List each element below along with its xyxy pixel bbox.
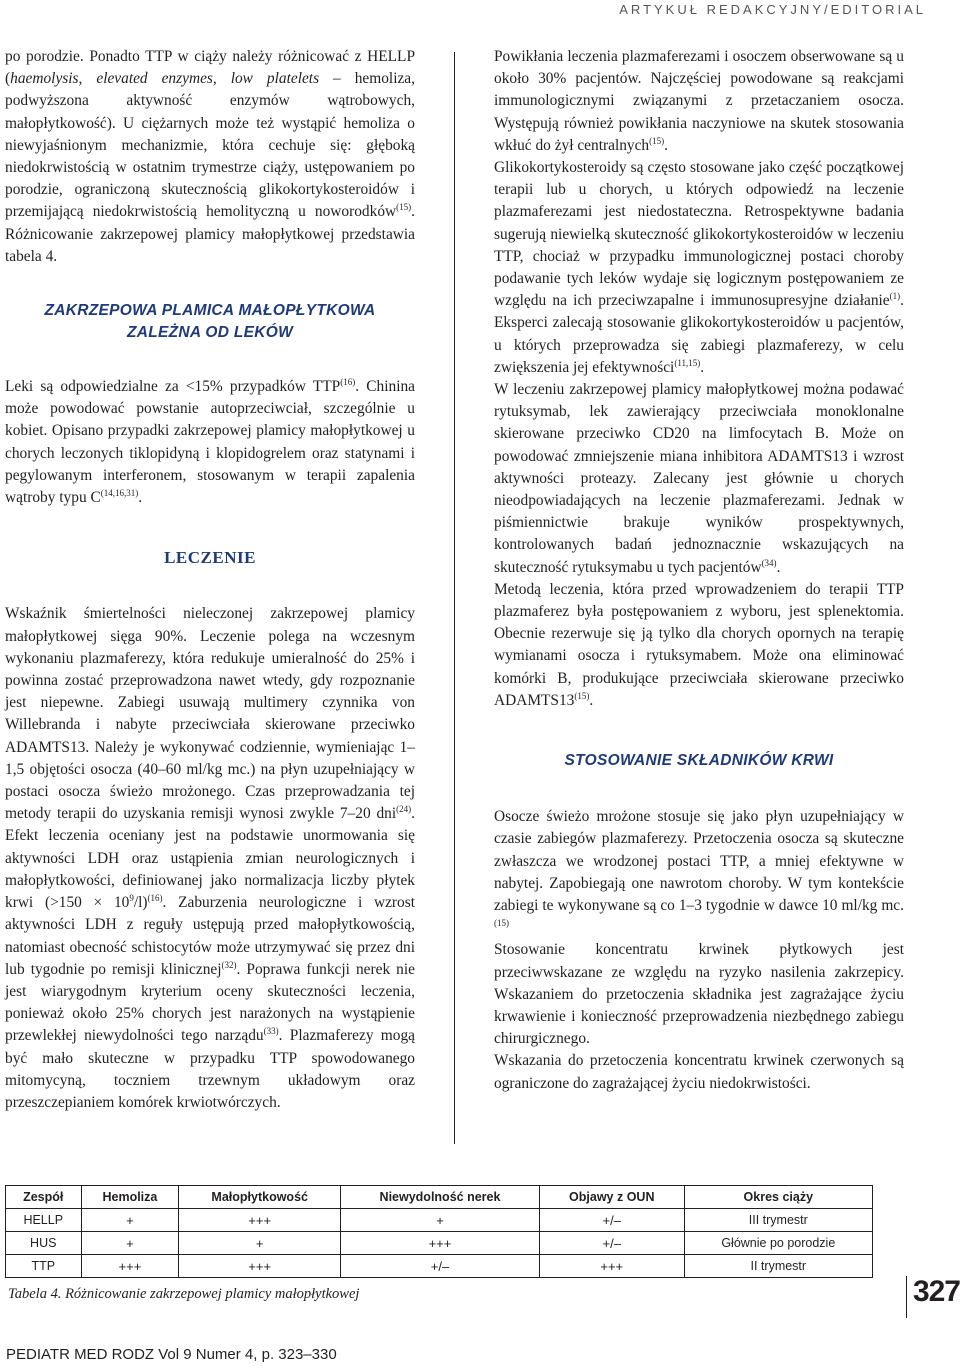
citation-ref: (15)	[494, 918, 509, 929]
page-number-rule	[906, 1276, 907, 1318]
table-cell: +++	[179, 1255, 341, 1278]
section-header: ARTYKUŁ REDAKCYJNY/EDITORIAL	[619, 2, 926, 17]
table-row	[6, 1232, 873, 1255]
citation-ref: (15)	[396, 202, 412, 213]
paragraph	[494, 157, 904, 379]
paragraph	[494, 46, 904, 157]
text-span: W leczeniu zakrzepowej plamicy małopłytkowej można podawać rytuksymab, lek zawierający przeciwciała monoklonalne skierowane przeciwko CD20 na limfocytach B. Może on powodować zmniejszenie miana inhibitora ADAMTS13 i wzrost aktywności proteazy. Zalecany jest głównie u chorych nieodpowiadających na leczenie plazmaferezami. Jednak w piśmiennictwie brakuje wyników prospektywnych, kontrolowanych badań jednoznacznie wskazujących na skuteczność rytuksymabu u tych pacjentów	[494, 381, 904, 576]
citation-ref: (15)	[574, 690, 590, 701]
text-span: Leki są odpowiedzialne za <15% przypadków TTP	[5, 378, 341, 396]
text-span: .	[776, 558, 781, 576]
table-cell: TTP	[6, 1255, 82, 1278]
section-heading-drug-induced	[5, 300, 415, 344]
table	[5, 1185, 873, 1278]
table-cell: +/–	[341, 1255, 540, 1278]
table-cell: +	[341, 1209, 540, 1232]
text-span: Wskaźnik śmiertelności nieleczonej zakrzepowej plamicy małopłytkowej sięga 90%. Leczenie polega na wczesnym wykonaniu plazmaferezy, która redukuje umieralność do 25% i powinna zostać przeprowadzona nawet wtedy, gdy rozpoznanie jest niepewne. Zabiegi usuwają multimery czynnika von Willebranda i nabyte przeciwciała skierowane przeciwko ADAMTS13. Należy je wykonywać codziennie, wymieniając 1–1,5 objętości osocza (40–60 ml/kg mc.) na płyn uzupełniający w postaci osocza świeżo mrożonego. Czas przeprowadzania tej metody terapii do uzyskania remisji wynosi zwykle 7–20 dni	[5, 605, 415, 823]
paragraph: Wskazania do przetoczenia koncentratu krwinek czerwonych są ograniczone do zagrażającej życiu niedokrwistości.	[494, 1052, 904, 1092]
citation-ref: (1)	[889, 291, 901, 302]
text-span: . Eksperci zalecają stosowanie glikokortykosteroidów u pacjentów, u których przeprowadza się zabiegi plazmaferezy, w celu zwiększenia jej efektywności	[494, 292, 904, 376]
citation-ref: (33)	[263, 1026, 279, 1037]
column-header: Zespół	[6, 1186, 82, 1209]
text-span: . Plazmaferezy mogą być mało skuteczne w przypadku TTP spowodowanego mitomycyną, toczniem trzewnym układowym oraz przeszczepianiem komórek krwiotwórczych.	[5, 1027, 416, 1111]
citation-ref: (11,15)	[674, 357, 701, 368]
citation-ref: (16)	[147, 893, 163, 904]
text-span: Osocze świeżo mrożone stosuje się jako płyn uzupełniający w czasie zabiegów plazmaferezy. Przetoczenia osocza są skuteczne zwłaszcza we wrodzonej postaci TTP, a mniej efektywne w nabytej. Zapobiegają one nawrotom choroby. W tym kontekście zabiegi te wykonywane są co 1–3 tygodnie w dawce 10 ml/kg mc.	[494, 808, 904, 914]
citation-ref: (15)	[649, 135, 665, 146]
paragraph: Stosowanie koncentratu krwinek płytkowych jest przeciwwskazane ze względu na ryzyko nasilenia zakrzepicy. Wskazaniem do przetoczenia składnika jest zagrażające życiu krwawienie i konieczność przeprowadzenia niezbędnego zabiegu chirurgicznego.	[494, 941, 904, 1048]
column-header: Objawy z OUN	[539, 1186, 684, 1209]
differential-table	[5, 1185, 873, 1278]
table-row	[6, 1209, 873, 1232]
text-span: . Zaburzenia neurologiczne i wzrost aktywności LDH z reguły ustępują przed małopłytkowością, natomiast obecność schistocytów może utrzymywać się przez dni lub tygodnie po remisji klinicznej	[5, 894, 415, 978]
left-column	[5, 46, 415, 1114]
paragraph	[494, 806, 904, 939]
paragraph	[494, 579, 904, 712]
text-span: Glikokortykosteroidy są często stosowane jako część początkowej terapii lub u chorych, u których odpowiedź na leczenie plazmaferezami jest niedostateczna. Retrospektywne badania sugerują niewielką skuteczność glikokortykosteroidów w leczeniu TTP, chociaż w przypadku immunologicznej postaci choroby podawanie tych leków wydaje się logicznym postępowaniem ze względu na ich przeciwzapalne i immunosupresyjne działanie	[494, 159, 904, 310]
citation-ref: (34)	[761, 557, 777, 568]
table-row	[6, 1255, 873, 1278]
journal-footer: PEDIATR MED RODZ Vol 9 Numer 4, p. 323–330	[6, 1346, 337, 1363]
column-divider	[454, 52, 455, 1144]
right-column	[494, 46, 904, 1095]
italic-term: haemolysis, elevated enzymes, low platelets	[10, 70, 320, 88]
text-span: . Efekt leczenia oceniany jest na podstawie unormowania się aktywności LDH oraz ustąpienia zmian neurologicznych i małopłytkowości, definiowanej jako normalizacja liczby płytek krwi (>150 × 10	[5, 805, 415, 912]
table-cell: +	[179, 1232, 341, 1255]
table-cell: +/–	[539, 1209, 684, 1232]
heading-line: ZALEŻNA OD LEKÓW	[126, 324, 294, 342]
paragraph	[5, 603, 415, 1114]
table-cell: HUS	[6, 1232, 82, 1255]
section-heading-treatment: LECZENIE	[164, 548, 256, 568]
text-span: .	[700, 358, 705, 376]
text-span: .	[589, 691, 594, 709]
text-span: – hemoliza, podwyższona aktywność enzymów wątrobowych, małopłytkowość). U ciężarnych może też wystąpić hemoliza o niewyjaśnionym mechanizmie, która cechuje się: głęboką niedokrwistością w ostatnim trymestrze ciąży, ustępowaniem po porodzie, ograniczoną skutecznością glikokortykosteroidów i przemijającą niedokrwistością hemolityczną u noworodków	[5, 70, 415, 221]
text-span: . Różnicowanie zakrzepowej plamicy małopłytkowej przedstawia tabela 4.	[5, 203, 415, 265]
table-cell: +++	[81, 1255, 179, 1278]
text-span: . Chinina może powodować powstanie autoprzeciwciał, szczególnie u kobiet. Opisano przypadki zakrzepowej plamicy małopłytkowej u chorych leczonych tiklopidyną i klopidogrelem oraz statynami i pegylowanym interferonem, stosowanym w terapii zapalenia wątroby typu C	[5, 378, 415, 507]
column-header: Okres ciąży	[684, 1186, 872, 1209]
text-span: .	[138, 489, 143, 507]
table-cell: +++	[539, 1255, 684, 1278]
table-cell: III trymestr	[684, 1209, 872, 1232]
table-cell: II trymestr	[684, 1255, 872, 1278]
column-header: Małopłytkowość	[179, 1186, 341, 1209]
table-cell: +++	[179, 1209, 341, 1232]
citation-ref: (32)	[221, 959, 237, 970]
table-header-row	[6, 1186, 873, 1209]
paragraph	[5, 46, 415, 268]
text-span: /l)	[133, 894, 148, 912]
table-cell: Głównie po porodzie	[684, 1232, 872, 1255]
table-caption: Tabela 4. Różnicowanie zakrzepowej plamicy małopłytkowej	[8, 1286, 360, 1302]
table-cell: HELLP	[6, 1209, 82, 1232]
paragraph	[5, 376, 415, 509]
table-cell: +	[81, 1232, 179, 1255]
table-cell: +++	[341, 1232, 540, 1255]
text-span: .	[664, 136, 668, 154]
paragraph	[494, 379, 904, 579]
exponent: 9	[129, 893, 134, 904]
text-span: . Poprawa funkcji nerek nie jest wiarygodnym kryterium oceny skuteczności leczenia, ponieważ około 25% chorych jest narażonych na wystąpienie przewlekłej niewydolności tego narządu	[5, 960, 415, 1045]
citation-ref: (16)	[340, 377, 356, 388]
heading-line: ZAKRZEPOWA PLAMICA MAŁOPŁYTKOWA	[44, 302, 376, 320]
text-span: Powikłania leczenia plazmaferezami i osoczem obserwowane są u około 30% pacjentów. Najczęściej powodowane są reakcjami immunologicznymi związanymi z przetaczaniem osocza. Występują również powikłania naczyniowe na skutek stosowania wkłuć do żył centralnych	[494, 48, 904, 154]
citation-ref: (14,16,31)	[100, 488, 139, 499]
column-header: Hemoliza	[81, 1186, 179, 1209]
text-span: po porodzie. Ponadto TTP w ciąży należy różnicować z HELLP (	[5, 48, 415, 88]
citation-ref: (24)	[396, 804, 412, 815]
text-span: Metodą leczenia, która przed wprowadzeniem do terapii TTP plazmaferez była postępowaniem z wyboru, jest splenektomia. Obecnie rezerwuje się ją tylko dla chorych opornych na terapię wymianami osocza i rytuksymabem. Może ona eliminować komórki B, produkujące przeciwciała skierowane przeciwko ADAMTS13	[494, 580, 904, 709]
column-header: Niewydolność nerek	[341, 1186, 540, 1209]
table-cell: +/–	[539, 1232, 684, 1255]
table-cell: +	[81, 1209, 179, 1232]
page-number: 327	[912, 1275, 960, 1308]
section-heading-blood-components: STOSOWANIE SKŁADNIKÓW KRWI	[564, 752, 834, 770]
